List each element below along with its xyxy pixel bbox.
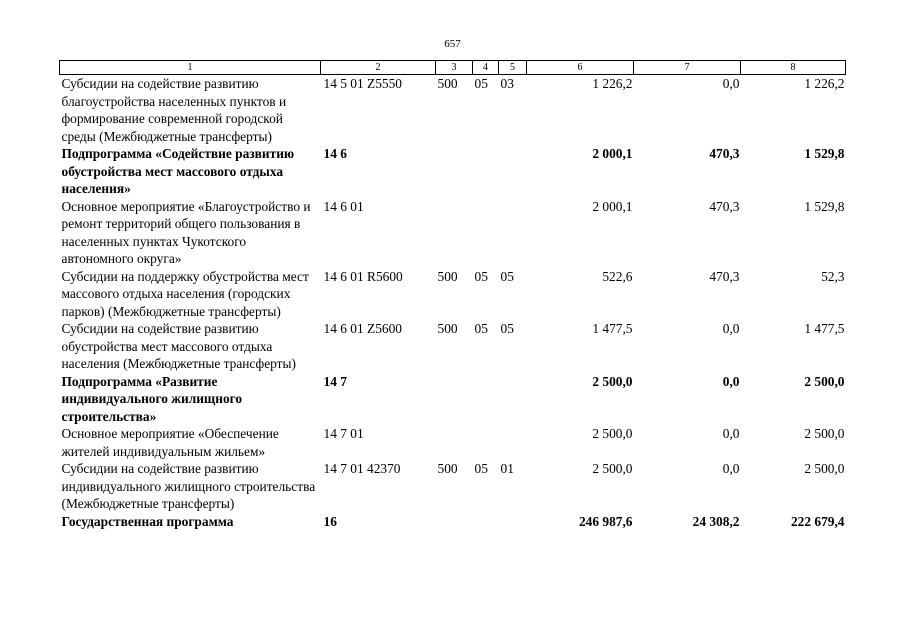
row-col3-cell: 500 (437, 461, 458, 476)
row-col7-cell: 24 308,2 (692, 513, 740, 529)
row-col4-cell: 05 (474, 268, 488, 284)
column-header: 4 (473, 61, 499, 75)
row-col7-cell: 470,3 (709, 198, 740, 214)
row-code-cell: 14 6 01 Z5600 (323, 321, 402, 336)
row-col8-cell: 2 500,0 (804, 426, 845, 441)
row-code-cell: 14 7 01 42370 (323, 461, 401, 476)
row-col4-cell: 05 (474, 461, 488, 476)
row-name-cell: Основное мероприятие «Обеспечение жителей индивидуальным жильем» (61, 426, 279, 459)
row-col4-cell (473, 198, 499, 268)
row-col7-cell: 0,0 (722, 426, 740, 441)
row-code-cell: 14 6 (323, 146, 347, 161)
row-code-cell: 14 6 01 (323, 198, 364, 214)
row-col4-cell (473, 425, 499, 460)
row-col6-cell: 522,6 (602, 268, 633, 284)
row-col5-cell (499, 513, 527, 531)
row-col6-cell: 2 000,1 (592, 198, 633, 214)
row-col4-cell (473, 145, 499, 198)
table-row (60, 320, 846, 373)
row-col8-cell: 1 477,5 (804, 321, 845, 336)
row-col6-cell: 2 500,0 (592, 426, 633, 441)
table-row (60, 145, 846, 198)
header-row (60, 61, 846, 75)
row-col5-cell (499, 145, 527, 198)
column-header: 5 (499, 61, 527, 75)
row-code-cell: 14 5 01 Z5550 (323, 76, 402, 91)
column-header: 1 (60, 61, 321, 75)
row-col8-cell: 2 500,0 (804, 373, 845, 389)
row-col5-cell (499, 373, 527, 426)
row-col3-cell (436, 513, 473, 531)
row-col8-cell: 2 500,0 (804, 461, 845, 476)
row-name-cell: Субсидии на содействие развитию индивидуального жилищного строительства (Межбюджетные трансферты) (61, 461, 316, 511)
row-col3-cell (436, 145, 473, 198)
row-col6-cell: 2 500,0 (592, 373, 633, 389)
row-col7-cell: 0,0 (722, 373, 740, 389)
column-header: 3 (436, 61, 473, 75)
table-row (60, 373, 846, 426)
row-col3-cell (436, 425, 473, 460)
table-row (60, 75, 846, 146)
row-col5-cell: 05 (500, 268, 514, 284)
row-col3-cell: 500 (437, 76, 458, 91)
row-col8-cell: 52,3 (821, 268, 845, 284)
row-col6-cell: 1 226,2 (592, 76, 633, 91)
row-col8-cell: 1 226,2 (804, 76, 845, 91)
row-name-cell: Субсидии на содействие развитию благоустройства населенных пунктов и формирование современной городской среды (Межбюджетные трансферты) (61, 76, 287, 144)
column-header: 2 (321, 61, 436, 75)
table-row (60, 460, 846, 513)
column-header: 6 (527, 61, 634, 75)
row-name-cell: Основное мероприятие «Благоустройство и ремонт территорий общего пользования в населенных пунктах Чукотского автономного округа» (61, 198, 311, 266)
row-col7-cell: 470,3 (709, 146, 740, 161)
row-col3-cell (436, 373, 473, 426)
row-col5-cell: 05 (500, 321, 514, 336)
row-col3-cell: 500 (437, 268, 458, 284)
row-name-cell: Подпрограмма «Развитие индивидуального жилищного строительства» (61, 373, 243, 424)
row-col6-cell: 1 477,5 (592, 321, 633, 336)
row-name-cell: Подпрограмма «Содействие развитию обустройства мест массового отдыха населения» (61, 146, 295, 196)
row-name-cell: Субсидии на поддержку обустройства мест массового отдыха населения (городских парков) (Межбюджетные трансферты) (61, 268, 309, 319)
row-code-cell: 14 7 (323, 373, 347, 389)
row-col4-cell (473, 513, 499, 531)
row-col6-cell: 2 500,0 (592, 461, 633, 476)
row-code-cell: 14 7 01 (323, 426, 364, 441)
row-code-cell: 16 (323, 513, 337, 529)
row-col5-cell: 01 (500, 461, 514, 476)
row-col4-cell: 05 (474, 76, 488, 91)
row-name-cell: Субсидии на содействие развитию обустройства мест массового отдыха населения (Межбюджетные трансферты) (61, 321, 296, 371)
column-header: 7 (634, 61, 741, 75)
table-row (60, 513, 846, 531)
column-header: 8 (741, 61, 846, 75)
row-col7-cell: 0,0 (722, 461, 740, 476)
row-col5-cell (499, 198, 527, 268)
table-row (60, 425, 846, 460)
row-col6-cell: 2 000,1 (592, 146, 633, 161)
table-row (60, 198, 846, 268)
row-col7-cell: 470,3 (709, 268, 740, 284)
row-col4-cell (473, 373, 499, 426)
table-row (60, 268, 846, 321)
row-code-cell: 14 6 01 R5600 (323, 268, 403, 284)
row-col5-cell: 03 (500, 76, 514, 91)
row-col7-cell: 0,0 (722, 76, 740, 91)
row-col7-cell: 0,0 (722, 321, 740, 336)
row-col8-cell: 222 679,4 (790, 513, 845, 529)
page-number: 657 (444, 38, 461, 50)
row-col3-cell (436, 198, 473, 268)
row-col8-cell: 1 529,8 (804, 198, 845, 214)
row-col4-cell: 05 (474, 321, 488, 336)
table-body (60, 75, 846, 531)
row-col6-cell: 246 987,6 (578, 513, 633, 529)
row-name-cell: Государственная программа (61, 513, 234, 529)
row-col5-cell (499, 425, 527, 460)
budget-table (59, 60, 846, 530)
row-col3-cell: 500 (437, 321, 458, 336)
row-col8-cell: 1 529,8 (804, 146, 845, 161)
